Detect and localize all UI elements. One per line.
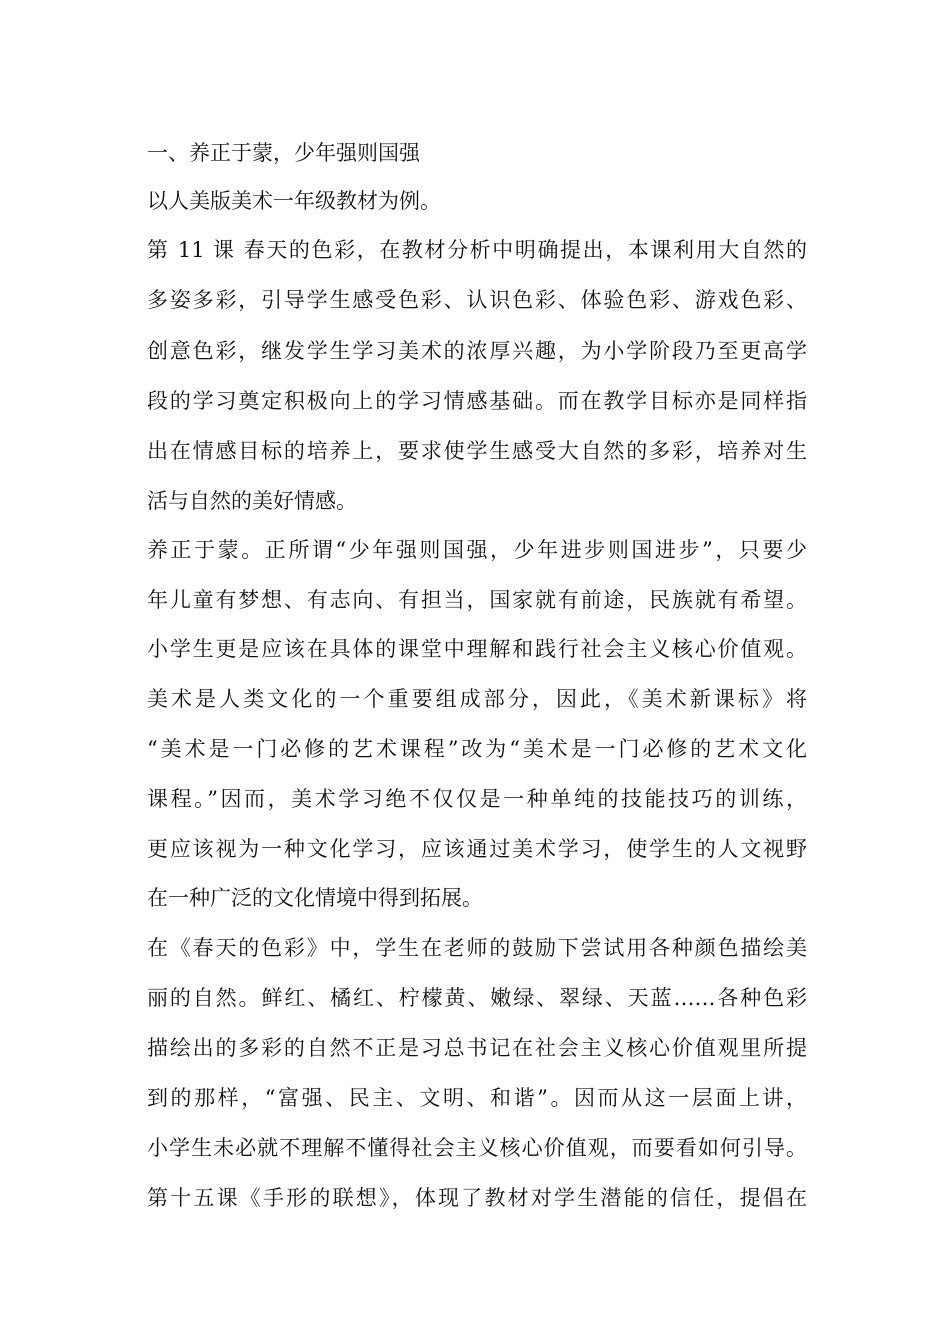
text-line: 第 11 课 春天的色彩，在教材分析中明确提出，本课利用大自然的 <box>147 238 807 262</box>
text-line: 段的学习奠定积极向上的学习情感基础。而在教学目标亦是同样指 <box>147 389 807 413</box>
text-line: 以人美版美术一年级教材为例。 <box>147 189 441 213</box>
text-line: 丽的自然。鲜红、橘红、柠檬黄、嫩绿、翠绿、天蓝……各种色彩 <box>147 986 807 1010</box>
text-line: “美术是一门必修的艺术课程”改为“美术是一门必修的艺术文化 <box>147 737 807 761</box>
text-line: 课程。”因而，美术学习绝不仅仅是一种单纯的技能技巧的训练， <box>147 787 807 811</box>
text-line: 养正于蒙。正所谓“少年强则国强，少年进步则国进步”，只要少 <box>147 538 807 562</box>
text-line: 更应该视为一种文化学习，应该通过美术学习，使学生的人文视野 <box>147 837 807 861</box>
text-line: 出在情感目标的培养上，要求使学生感受大自然的多彩，培养对生 <box>147 439 807 463</box>
section-heading: 一、养正于蒙，少年强则国强 <box>147 141 420 165</box>
text-line: 描绘出的多彩的自然不正是习总书记在社会主义核心价值观里所提 <box>147 1036 807 1060</box>
text-line: 小学生未必就不理解不懂得社会主义核心价值观，而要看如何引导。 <box>147 1136 807 1160</box>
text-line: 多姿多彩，引导学生感受色彩、认识色彩、体验色彩、游戏色彩、 <box>147 288 807 312</box>
text-line: 在一种广泛的文化情境中得到拓展。 <box>147 886 483 910</box>
text-line: 小学生更是应该在具体的课堂中理解和践行社会主义核心价值观。 <box>147 637 807 661</box>
text-line: 第十五课《手形的联想》，体现了教材对学生潜能的信任，提倡在 <box>147 1186 807 1210</box>
text-line: 到的那样，“富强、民主、文明、和谐”。因而从这一层面上讲， <box>147 1086 807 1110</box>
text-line: 美术是人类文化的一个重要组成部分，因此，《美术新课标》将 <box>147 687 807 711</box>
text-line: 创意色彩，继发学生学习美术的浓厚兴趣，为小学阶段乃至更高学 <box>147 339 807 363</box>
text-line: 在《春天的色彩》中，学生在老师的鼓励下尝试用各种颜色描绘美 <box>147 936 807 960</box>
text-line: 活与自然的美好情感。 <box>147 489 357 513</box>
text-line: 年儿童有梦想、有志向、有担当，国家就有前途，民族就有希望。 <box>147 588 807 612</box>
